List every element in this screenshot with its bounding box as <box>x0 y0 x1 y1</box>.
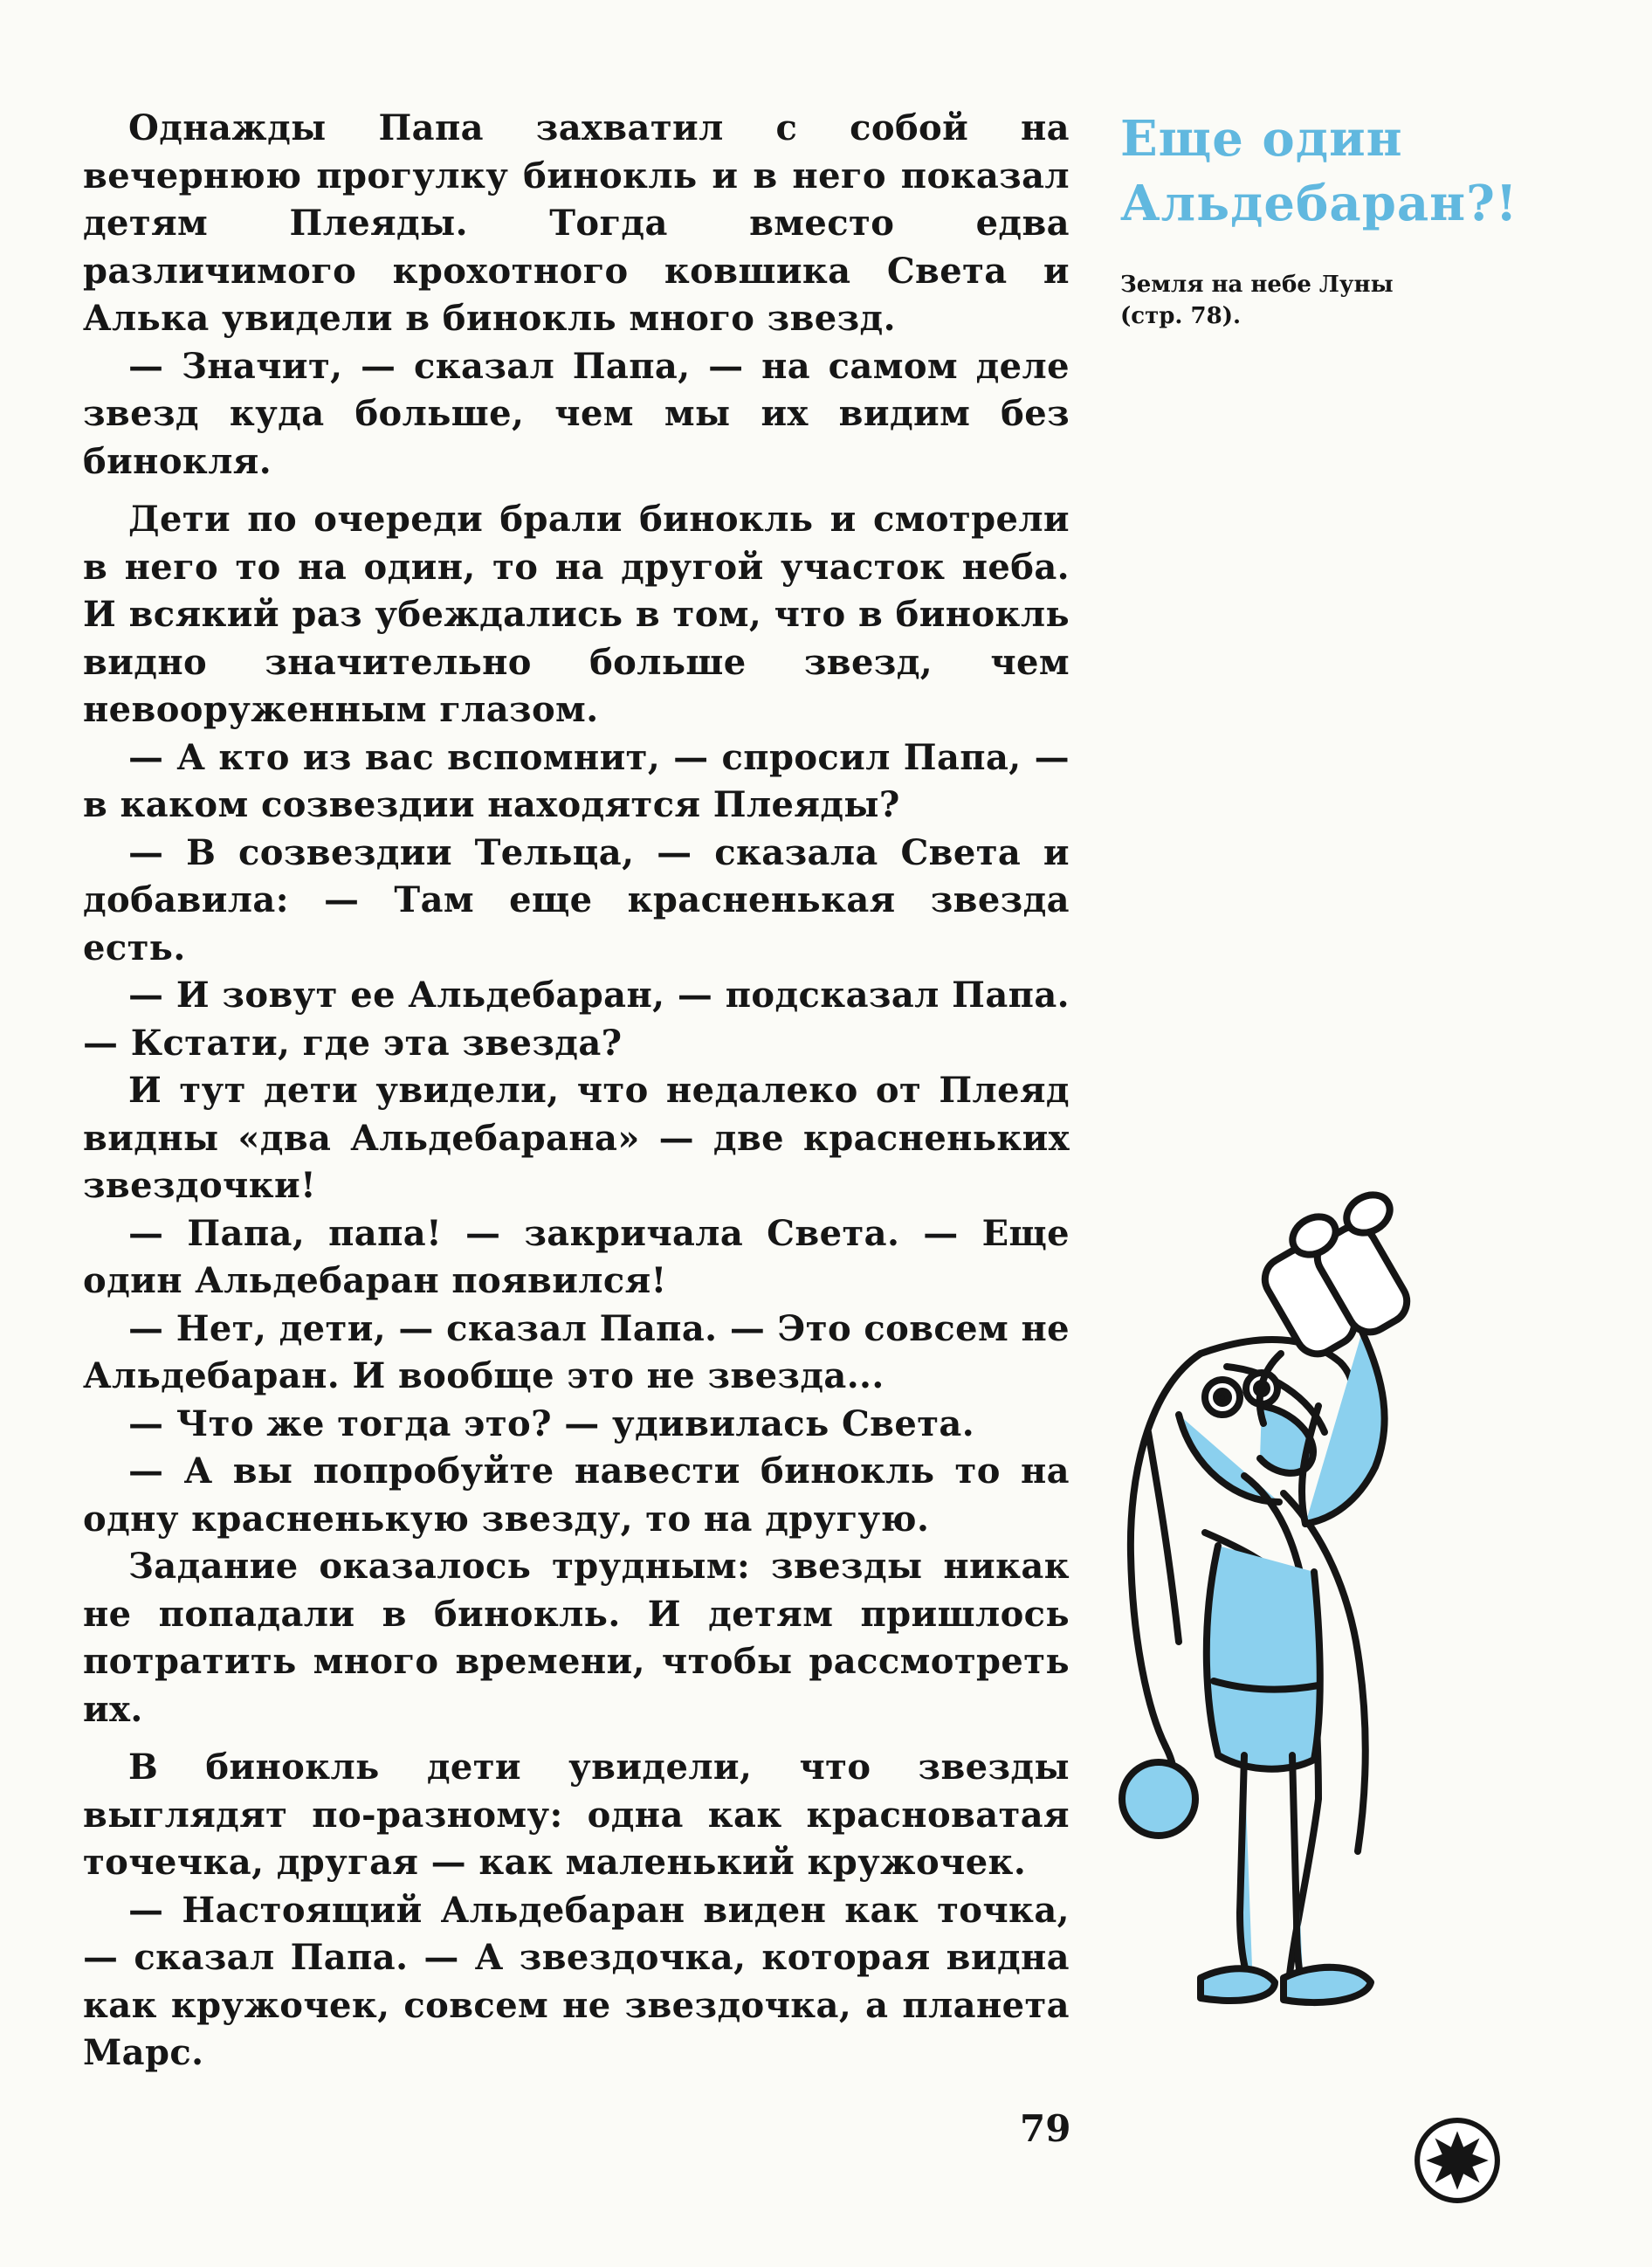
star-burst-icon <box>1413 2116 1502 2205</box>
sidebar-title-line-2: Альдебаран?! <box>1120 175 1518 232</box>
paragraph-12: Задание оказалось трудным: звезды никак не попадали в бинокль. И детям пришлось потратить много времени, чтобы рассмотреть их. <box>83 1546 1070 1730</box>
paragraph-6: — И зовут ее Альдебаран, — подсказал Папа. — Кстати, где эта звезда? <box>83 975 1070 1064</box>
paragraph-4: — А кто из вас вспомнит, — спросил Папа, — в каком созвездии находятся Плеяды? <box>83 736 1070 825</box>
sidebar-note <box>1120 269 1452 332</box>
paragraph-14: — Настоящий Альдебаран виден как точка, — сказал Папа. — А звездочка, которая видна как кружочек, совсем не звездочка, а планета Марс. <box>83 1889 1070 2073</box>
paragraph-10: — Что же тогда это? — удивилась Света. <box>128 1402 975 1444</box>
sidebar-title <box>1120 107 1574 236</box>
paragraph-5: — В созвездии Тельца, — сказала Света и добавила: — Там еще красненькая звезда есть. <box>83 831 1070 968</box>
sidebar-note-line-2: (стр. 78). <box>1120 303 1242 329</box>
paragraph-2: — Значит, — сказал Папа, — на самом деле звезд куда больше, чем мы их видим без бинокля. <box>83 345 1070 482</box>
gnome-with-binoculars-illustration <box>1096 1188 1567 2026</box>
paragraph-13: В бинокль дети увидели, что звезды выглядят по-разному: одна как красноватая точечка, другая — как маленький кружочек. <box>83 1747 1070 1883</box>
paragraph-3: Дети по очереди брали бинокль и смотрели в него то на один, то на другой участок неба. И всякий раз убеждались в том, что в бинокль видно значительно больше звезд, чем невооруженным глазом. <box>83 499 1070 730</box>
sidebar-note-line-1: Земля на небе Луны <box>1120 272 1394 298</box>
paragraph-8: — Папа, папа! — закричала Света. — Еще один Альдебаран появился! <box>83 1212 1070 1301</box>
main-text <box>83 105 1070 2078</box>
paragraph-7: И тут дети увидели, что недалеко от Плеяд видны «два Альдебарана» — две красненьких звездочки! <box>83 1070 1070 1206</box>
page-number: 79 <box>1020 2107 1071 2150</box>
sidebar-title-line-1: Еще один <box>1120 110 1403 168</box>
paragraph-11: — А вы попробуйте навести бинокль то на одну красненькую звезду, то на другую. <box>83 1450 1070 1540</box>
paragraph-1: Однажды Папа захватил с собой на вечернюю прогулку бинокль и в него показал детям Плеяды. Тогда вместо едва различимого крохотного ковшика Света и Алька увидели в бинокль много звезд. <box>83 107 1070 339</box>
paragraph-9: — Нет, дети, — сказал Папа. — Это совсем не Альдебаран. И вообще это не звезда... <box>83 1307 1070 1396</box>
